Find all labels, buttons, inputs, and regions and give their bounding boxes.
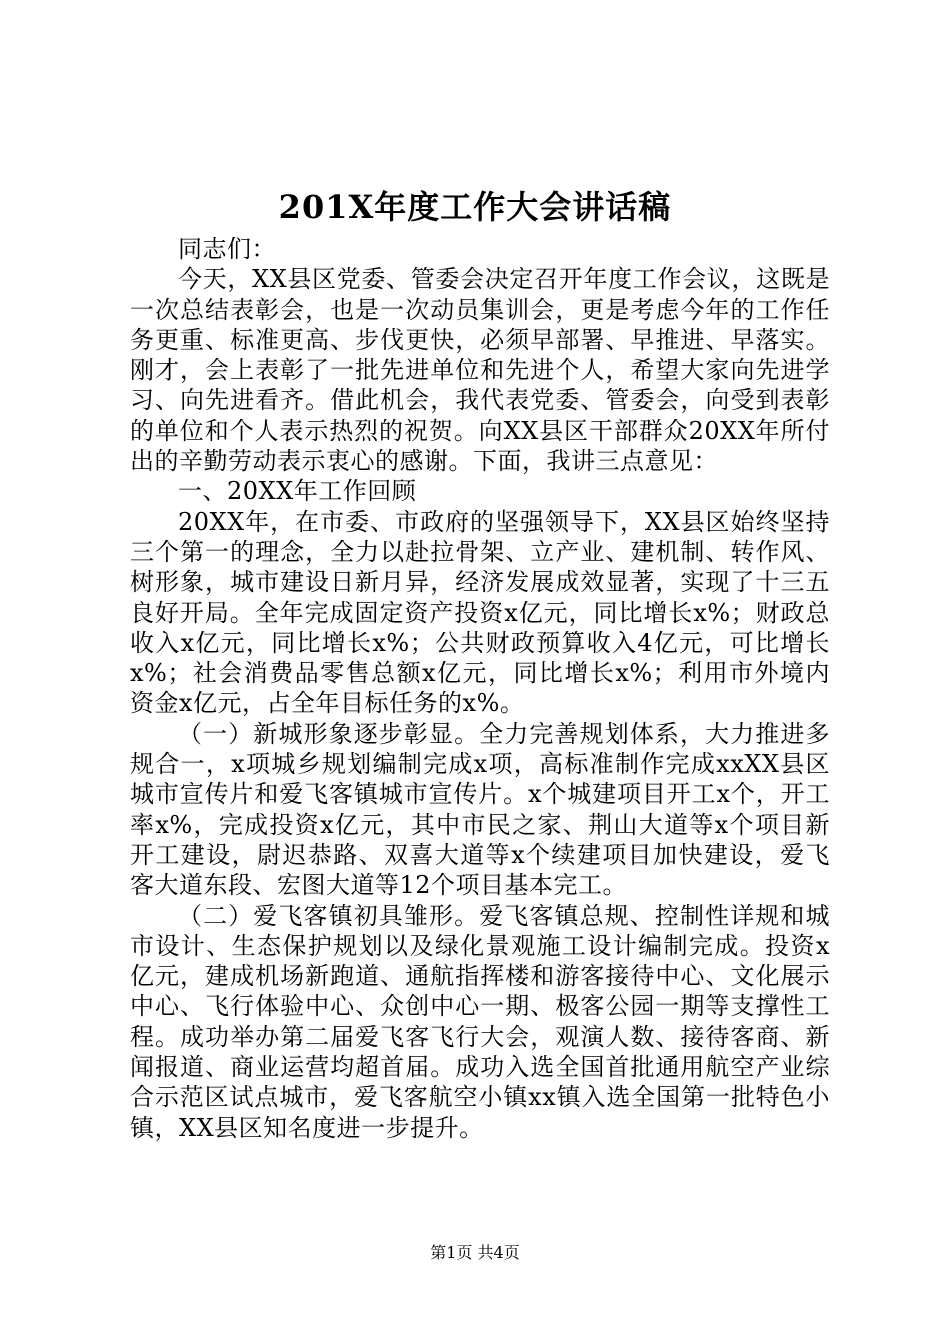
document-title: 201X年度工作大会讲话稿 xyxy=(278,188,672,226)
salutation-paragraph: 同志们： xyxy=(178,235,276,263)
subsection-1-paragraph: （一）新城形象逐步彰显。全力完善规划体系，大力推进多规合一，x项城乡规划编制完成x项，高标准制作完成xxXX县区城市宣传片和爱飞客镇城市宣传片。x个城建项目开工x个，开工率x%，完成投资x亿元，其中市民之家、荆山大道等x个项目新开工建设，尉迟恭路、双喜大道等x个续建项目加快建设，爱飞客大道东段、宏图大道等12个项目基本完工。 xyxy=(130,719,830,900)
opening-paragraph: 今天，XX县区党委、管委会决定召开年度工作会议，这既是一次总结表彰会，也是一次动员集训会，更是考虑今年的工作任务更重、标准更高、步伐更快，必须早部署、早推进、早落实。刚才，会上表彰了一批先进单位和先进个人，希望大家向先进学习、向先进看齐。借此机会，我代表党委、管委会，向受到表彰的单位和个人表示热烈的祝贺。向XX县区干部群众20XX年所付出的辛勤劳动表示衷心的感谢。下面，我讲三点意见： xyxy=(130,265,830,476)
page-footer: 第1页 共4页 xyxy=(430,1243,520,1262)
section-heading: 一、20XX年工作回顾 xyxy=(178,477,417,506)
review-paragraph: 20XX年，在市委、市政府的坚强领导下，XX县区始终坚持三个第一的理念，全力以赴拉骨架、立产业、建机制、转作风、树形象，城市建设日新月异，经济发展成效显著，实现了十三五良好开局。全年完成固定资产投资x亿元，同比增长x%；财政总收入x亿元，同比增长x%；公共财政预算收入4亿元，可比增长x%；社会消费品零售总额x亿元，同比增长x%；利用市外境内资金x亿元，占全年目标任务的x%。 xyxy=(130,507,830,718)
document-body xyxy=(130,234,830,1143)
subsection-2-paragraph: （二）爱飞客镇初具雏形。爱飞客镇总规、控制性详规和城市设计、生态保护规划以及绿化景观施工设计编制完成。投资x亿元，建成机场新跑道、通航指挥楼和游客接待中心、文化展示中心、飞行体验中心、众创中心一期、极客公园一期等支撑性工程。成功举办第二届爱飞客飞行大会，观演人数、接待客商、新闻报道、商业运营均超首届。成功入选全国首批通用航空产业综合示范区试点城市，爱飞客航空小镇xx镇入选全国第一批特色小镇，XX县区知名度进一步提升。 xyxy=(130,901,830,1142)
